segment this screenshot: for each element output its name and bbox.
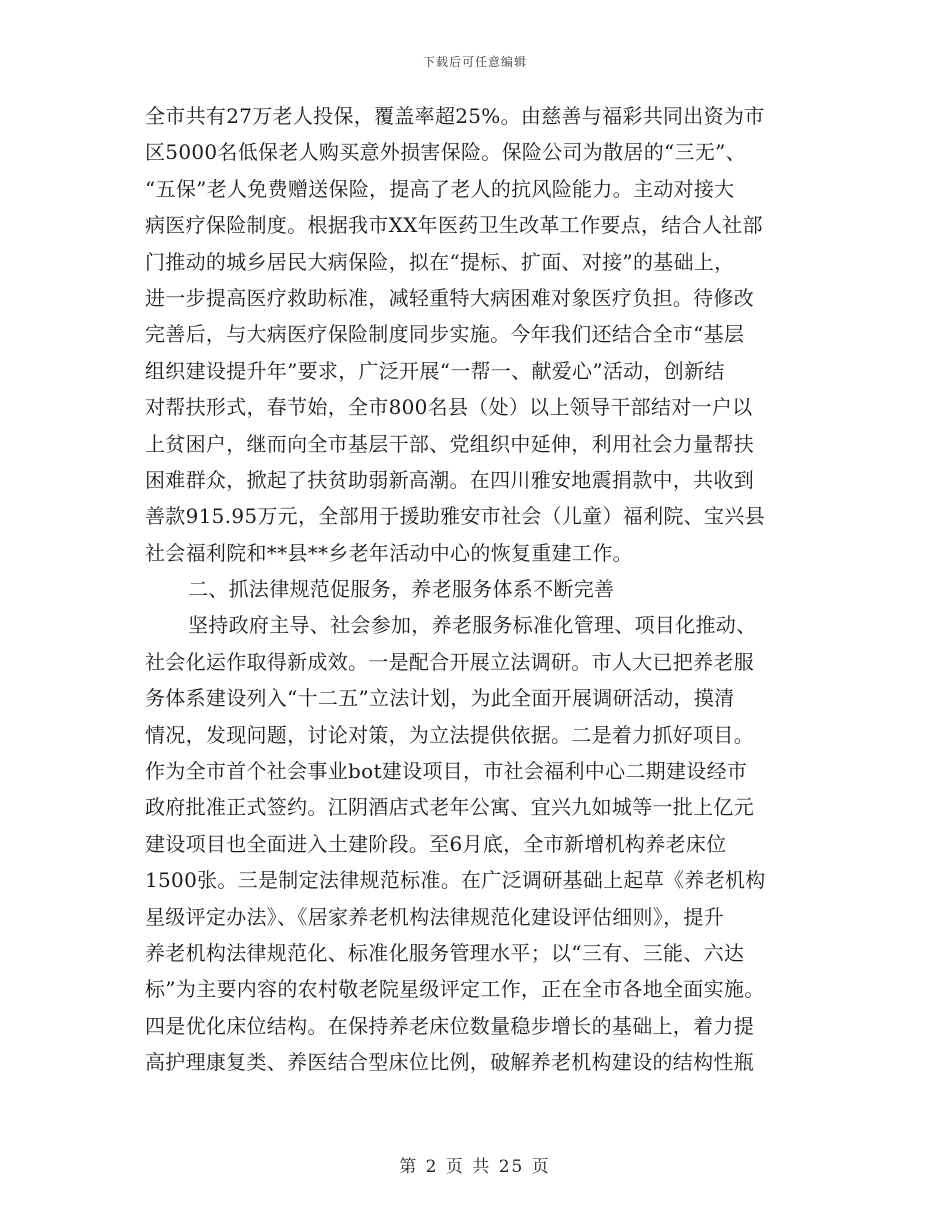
- text-line: 政府批准正式签约。江阴酒店式老年公寓、宜兴九如城等一批上亿元: [145, 795, 754, 820]
- section-heading: 二、抓法律规范促服务，养老服务体系不断完善: [188, 577, 615, 602]
- text-line: 坚持政府主导、社会参加，养老服务标准化管理、项目化推动、: [188, 613, 757, 638]
- text-line: 作为全市首个社会事业bot建设项目，市社会福利中心二期建设经市: [145, 759, 748, 784]
- text-line: 对帮扶形式，春节始，全市800名县（处）以上领导干部结对一户以: [145, 395, 753, 420]
- document-body: [145, 98, 805, 1081]
- text-line: 四是优化床位结构。在保持养老床位数量稳步增长的基础上，着力提: [145, 1013, 754, 1038]
- text-line: 星级评定办法》、《居家养老机构法律规范化建设评估细则》，提升: [145, 904, 724, 929]
- text-line: 完善后，与大病医疗保险制度同步实施。今年我们还结合全市“基层: [145, 322, 745, 347]
- text-line: 区5000名低保老人购买意外损害保险。保险公司为散居的“三无”、: [145, 140, 746, 165]
- text-line: “五保”老人免费赠送保险，提高了老人的抗风险能力。主动对接大: [145, 176, 735, 201]
- text-line: 病医疗保险制度。根据我市XX年医药卫生改革工作要点，结合人社部: [145, 213, 763, 238]
- text-line: 建设项目也全面进入土建阶段。至6月底，全市新增机构养老床位: [145, 831, 727, 856]
- text-line: 进一步提高医疗救助标准，减轻重特大病困难对象医疗负担。待修改: [145, 285, 754, 310]
- text-line: 门推动的城乡居民大病保险，拟在“提标、扩面、对接”的基础上，: [145, 249, 735, 274]
- text-line: 上贫困户，继而向全市基层干部、党组织中延伸，利用社会力量帮扶: [145, 431, 754, 456]
- text-line: 困难群众，掀起了扶贫助弱新高潮。在四川雅安地震捐款中，共收到: [145, 467, 754, 492]
- text-line: 情况，发现问题，讨论对策，为立法提供依据。二是着力抓好项目。: [145, 722, 754, 747]
- text-line: 务体系建设列入“十二五”立法计划，为此全面开展调研活动，摸清: [145, 686, 735, 711]
- text-line: 社会福利院和**县**乡老年活动中心的恢复重建工作。: [145, 540, 633, 565]
- page-header: 下载后可任意编辑: [422, 55, 527, 69]
- text-line: 全市共有27万老人投保，覆盖率超25%。由慈善与福彩共同出资为市: [145, 104, 765, 128]
- text-line: 高护理康复类、养医结合型床位比例，破解养老机构建设的结构性瓶: [145, 1050, 754, 1075]
- text-line: 组织建设提升年”要求，广泛开展“一帮一、献爱心”活动，创新结: [145, 358, 725, 383]
- page-number-footer: 第 2 页 共 25 页: [399, 1157, 551, 1177]
- text-line: 标”为主要内容的农村敬老院星级评定工作，正在全市各地全面实施。: [145, 977, 765, 1002]
- text-line: 善款915.95万元，全部用于援助雅安市社会（儿童）福利院、宝兴县: [145, 504, 765, 529]
- text-line: 社会化运作取得新成效。一是配合开展立法调研。市人大已把养老服: [145, 649, 754, 674]
- text-line: 养老机构法律规范化、标准化服务管理水平；以“三有、三能、六达: [145, 940, 745, 965]
- text-line: 1500张。三是制定法律规范标准。在广泛调研基础上起草《养老机构: [145, 868, 766, 893]
